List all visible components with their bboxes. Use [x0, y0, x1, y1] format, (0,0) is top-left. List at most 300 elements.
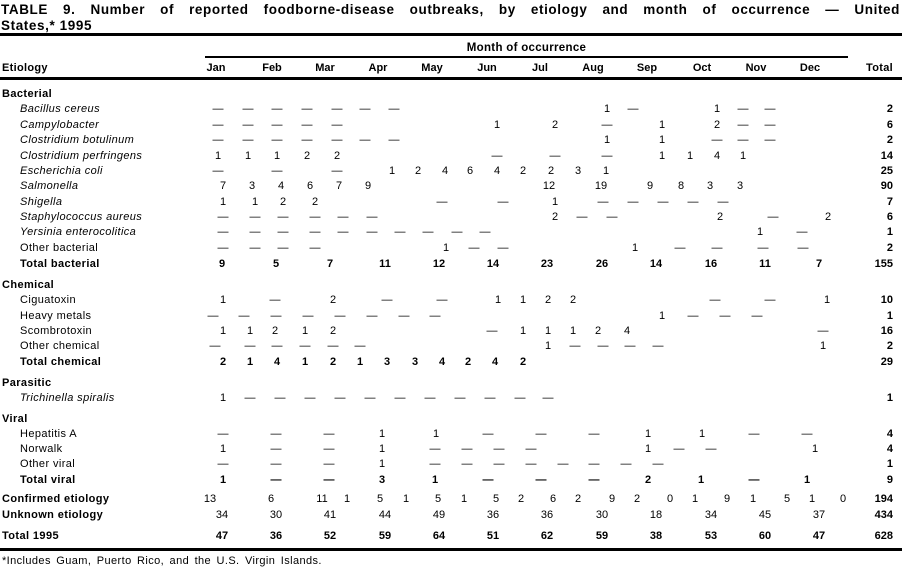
cell-value: 2: [551, 211, 559, 223]
cell-dash: —: [277, 242, 289, 254]
cell-dash: —: [359, 134, 371, 146]
row-total: 1: [886, 392, 893, 404]
cell-value: 9: [218, 258, 226, 270]
cell-dash: —: [323, 428, 335, 440]
cell-value: 1: [697, 474, 705, 486]
row-label: Shigella: [20, 196, 63, 208]
cell-value: 1: [602, 165, 610, 177]
cell-dash: —: [212, 134, 224, 146]
cell-value: 18: [649, 509, 663, 521]
cell-value: 2: [713, 119, 721, 131]
cell-value: 1: [301, 325, 309, 337]
cell-value: 1: [219, 196, 227, 208]
cell-dash: —: [687, 196, 699, 208]
cell-dash: —: [309, 211, 321, 223]
cell-dash: —: [673, 443, 685, 455]
cell-dash: —: [217, 428, 229, 440]
cell-dash: —: [748, 474, 760, 486]
cell-dash: —: [394, 392, 406, 404]
cell-value: 47: [215, 530, 229, 542]
cell-dash: —: [209, 340, 221, 352]
cell-dash: —: [249, 226, 261, 238]
column-header-may: May: [421, 62, 443, 74]
cell-value: 11: [316, 493, 328, 505]
cell-value: 9: [723, 493, 731, 505]
cell-value: 1: [551, 196, 559, 208]
cell-dash: —: [242, 103, 254, 115]
cell-dash: —: [244, 340, 256, 352]
column-header-apr: Apr: [368, 62, 388, 74]
cell-value: 1: [544, 325, 552, 337]
cell-value: 1: [219, 325, 227, 337]
table-row: [0, 119, 902, 134]
cell-dash: —: [751, 310, 763, 322]
cell-dash: —: [299, 340, 311, 352]
cell-dash: —: [588, 474, 600, 486]
cell-dash: —: [549, 150, 561, 162]
cell-dash: —: [271, 134, 283, 146]
cell-value: 1: [402, 493, 410, 505]
cell-value: 1: [603, 103, 611, 115]
cell-value: 2: [594, 325, 602, 337]
cell-dash: —: [514, 392, 526, 404]
row-total: 10: [880, 294, 893, 306]
cell-value: 5: [272, 258, 280, 270]
cell-dash: —: [429, 443, 441, 455]
month-group-header: Month of occurrence: [466, 42, 587, 54]
cell-dash: —: [381, 294, 393, 306]
cell-value: 5: [783, 493, 791, 505]
table-row: [0, 428, 902, 443]
cell-value: 7: [335, 180, 343, 192]
cell-value: 2: [311, 196, 319, 208]
table-row: [0, 392, 902, 407]
cell-value: 2: [544, 294, 552, 306]
cell-dash: —: [451, 226, 463, 238]
cell-value: 7: [815, 258, 823, 270]
table-row: [0, 211, 902, 226]
table-row: [0, 134, 902, 149]
cell-value: 1: [219, 392, 227, 404]
cell-value: 30: [269, 509, 283, 521]
row-label: Parasitic: [2, 377, 52, 389]
table-title-line1: TABLE 9. Number of reported foodborne-disease outbreaks, by etiology and month of occurrence — United: [1, 2, 900, 17]
cell-dash: —: [468, 242, 480, 254]
cell-dash: —: [270, 428, 282, 440]
column-header-total: Total: [866, 62, 893, 74]
row-label: Total viral: [20, 474, 76, 486]
cell-dash: —: [620, 458, 632, 470]
row-label: Hepatitis A: [20, 428, 77, 440]
cell-dash: —: [764, 119, 776, 131]
cell-value: 36: [486, 509, 500, 521]
cell-dash: —: [359, 103, 371, 115]
cell-dash: —: [454, 392, 466, 404]
cell-value: 2: [547, 165, 555, 177]
cell-dash: —: [304, 392, 316, 404]
cell-value: 2: [517, 493, 525, 505]
cell-value: 0: [666, 493, 674, 505]
cell-dash: —: [217, 242, 229, 254]
cell-dash: —: [461, 458, 473, 470]
table-row: [0, 458, 902, 473]
cell-value: 1: [519, 325, 527, 337]
row-label: Campylobacter: [20, 119, 100, 131]
cell-dash: —: [323, 458, 335, 470]
cell-value: 1: [378, 428, 386, 440]
cell-value: 3: [248, 180, 256, 192]
cell-value: 1: [214, 150, 222, 162]
cell-dash: —: [366, 226, 378, 238]
row-total: 7: [886, 196, 893, 208]
cell-value: 1: [811, 443, 819, 455]
column-header-oct: Oct: [692, 62, 712, 74]
cell-value: 1: [756, 226, 764, 238]
cell-dash: —: [270, 474, 282, 486]
cell-value: 3: [574, 165, 582, 177]
cell-value: 4: [438, 356, 446, 368]
cell-dash: —: [212, 165, 224, 177]
cell-dash: —: [394, 226, 406, 238]
row-label: Unknown etiology: [2, 509, 104, 521]
cell-value: 5: [376, 493, 384, 505]
cell-dash: —: [757, 242, 769, 254]
cell-dash: —: [277, 226, 289, 238]
cell-value: 2: [329, 356, 337, 368]
row-label: Bacterial: [2, 88, 53, 100]
cell-value: 1: [493, 119, 501, 131]
cell-value: 2: [219, 356, 227, 368]
row-total: 4: [886, 428, 893, 440]
cell-dash: —: [719, 310, 731, 322]
cell-dash: —: [331, 119, 343, 131]
table-row: [0, 150, 902, 165]
cell-dash: —: [674, 242, 686, 254]
cell-dash: —: [817, 325, 829, 337]
cell-value: 51: [486, 530, 500, 542]
cell-value: 6: [267, 493, 275, 505]
cell-dash: —: [737, 103, 749, 115]
row-total: 6: [886, 119, 893, 131]
cell-value: 1: [343, 493, 351, 505]
row-label: Other viral: [20, 458, 76, 470]
cell-dash: —: [748, 428, 760, 440]
cell-dash: —: [337, 226, 349, 238]
cell-value: 1: [823, 294, 831, 306]
cell-value: 1: [388, 165, 396, 177]
cell-dash: —: [270, 458, 282, 470]
row-total: 628: [874, 530, 893, 542]
cell-value: 47: [812, 530, 826, 542]
table-row: [0, 443, 902, 458]
cell-value: 2: [519, 165, 527, 177]
row-label: Staphylococcus aureus: [20, 211, 143, 223]
column-header-dec: Dec: [799, 62, 821, 74]
column-header-sep: Sep: [636, 62, 658, 74]
cell-value: 1: [698, 428, 706, 440]
cell-value: 34: [704, 509, 718, 521]
cell-dash: —: [557, 458, 569, 470]
cell-dash: —: [249, 242, 261, 254]
row-label: Norwalk: [20, 443, 63, 455]
cell-value: 6: [549, 493, 557, 505]
cell-value: 4: [277, 180, 285, 192]
cell-dash: —: [601, 119, 613, 131]
row-label: Total chemical: [20, 356, 102, 368]
row-total: 434: [874, 509, 893, 521]
row-label: Clostridium perfringens: [20, 150, 143, 162]
row-label: Trichinella spiralis: [20, 392, 115, 404]
cell-dash: —: [269, 294, 281, 306]
row-label: Ciguatoxin: [20, 294, 76, 306]
row-total: 90: [880, 180, 893, 192]
cell-value: 1: [442, 242, 450, 254]
cell-value: 1: [569, 325, 577, 337]
cell-value: 5: [434, 493, 442, 505]
cell-value: 7: [219, 180, 227, 192]
column-header-jul: Jul: [532, 62, 548, 74]
cell-value: 2: [464, 356, 472, 368]
cell-value: 36: [269, 530, 283, 542]
row-total: 1: [886, 458, 893, 470]
cell-value: 12: [432, 258, 446, 270]
cell-value: 6: [466, 165, 474, 177]
cell-dash: —: [242, 134, 254, 146]
column-header-aug: Aug: [582, 62, 604, 74]
cell-dash: —: [709, 294, 721, 306]
cell-value: 3: [706, 180, 714, 192]
cell-value: 16: [704, 258, 718, 270]
cell-dash: —: [388, 134, 400, 146]
column-header-jun: Jun: [477, 62, 497, 74]
cell-dash: —: [309, 242, 321, 254]
divider-above-footnote: [0, 548, 902, 551]
row-total: 29: [880, 356, 893, 368]
cell-value: 1: [658, 310, 666, 322]
cell-value: 49: [432, 509, 446, 521]
row-label: Bacillus cereus: [20, 103, 100, 115]
cell-value: 2: [414, 165, 422, 177]
cell-value: 23: [540, 258, 554, 270]
cell-value: 2: [329, 325, 337, 337]
table-title-line2: States,* 1995: [1, 18, 93, 33]
cell-value: 37: [812, 509, 826, 521]
cell-value: 1: [749, 493, 757, 505]
cell-dash: —: [801, 428, 813, 440]
cell-dash: —: [271, 103, 283, 115]
cell-dash: —: [542, 392, 554, 404]
section-header-row: [0, 377, 902, 392]
row-total: 2: [886, 103, 893, 115]
cell-dash: —: [388, 103, 400, 115]
cell-dash: —: [429, 310, 441, 322]
cell-dash: —: [705, 443, 717, 455]
cell-dash: —: [217, 211, 229, 223]
cell-dash: —: [652, 340, 664, 352]
cell-value: 45: [758, 509, 772, 521]
cell-value: 1: [378, 443, 386, 455]
row-label: Total bacterial: [20, 258, 100, 270]
cell-dash: —: [796, 226, 808, 238]
cell-dash: —: [331, 103, 343, 115]
cell-value: 6: [306, 180, 314, 192]
cell-value: 1: [219, 474, 227, 486]
row-label: Yersinia enterocolitica: [20, 226, 137, 238]
cell-value: 60: [758, 530, 772, 542]
row-label: Viral: [2, 413, 28, 425]
cell-value: 1: [244, 150, 252, 162]
row-label: Scombrotoxin: [20, 325, 93, 337]
cell-value: 11: [379, 258, 391, 270]
footnote: *Includes Guam, Puerto Rico, and the U.S. Virgin Islands.: [2, 555, 322, 567]
cell-dash: —: [493, 443, 505, 455]
cell-dash: —: [737, 134, 749, 146]
cell-value: 3: [378, 474, 386, 486]
table-row: [0, 356, 902, 371]
cell-dash: —: [624, 340, 636, 352]
cell-dash: —: [398, 310, 410, 322]
cell-value: 2: [644, 474, 652, 486]
cell-value: 14: [486, 258, 500, 270]
cell-value: 1: [432, 428, 440, 440]
table-row: [0, 165, 902, 180]
cell-value: 2: [716, 211, 724, 223]
cell-value: 4: [623, 325, 631, 337]
cell-value: 1: [713, 103, 721, 115]
cell-dash: —: [331, 134, 343, 146]
cell-value: 2: [279, 196, 287, 208]
cell-value: 1: [803, 474, 811, 486]
row-total: 1: [886, 226, 893, 238]
cell-dash: —: [764, 294, 776, 306]
cell-value: 2: [519, 356, 527, 368]
cell-dash: —: [207, 310, 219, 322]
cell-value: 4: [273, 356, 281, 368]
cell-value: 1: [246, 356, 254, 368]
cell-value: 13: [203, 493, 217, 505]
cell-dash: —: [366, 310, 378, 322]
cell-value: 9: [608, 493, 616, 505]
table-row: [0, 474, 902, 489]
table-row: [0, 258, 902, 273]
cell-value: 1: [431, 474, 439, 486]
cell-value: 9: [646, 180, 654, 192]
column-header-etiology: Etiology: [2, 62, 48, 74]
cell-value: 1: [519, 294, 527, 306]
cell-value: 59: [595, 530, 609, 542]
cell-value: 2: [574, 493, 582, 505]
cell-dash: —: [687, 310, 699, 322]
cell-dash: —: [479, 226, 491, 238]
cell-dash: —: [366, 211, 378, 223]
row-label: Heavy metals: [20, 310, 92, 322]
row-label: Escherichia coli: [20, 165, 103, 177]
cell-value: 3: [411, 356, 419, 368]
cell-dash: —: [627, 103, 639, 115]
cell-value: 36: [540, 509, 554, 521]
cell-value: 1: [494, 294, 502, 306]
cell-value: 1: [691, 493, 699, 505]
cell-dash: —: [535, 428, 547, 440]
cell-value: 11: [759, 258, 771, 270]
cell-value: 1: [631, 242, 639, 254]
row-total: 9: [886, 474, 893, 486]
cell-dash: —: [711, 134, 723, 146]
cell-dash: —: [482, 474, 494, 486]
cell-dash: —: [424, 392, 436, 404]
cell-value: 1: [658, 119, 666, 131]
cell-value: 1: [246, 325, 254, 337]
row-total: 2: [886, 134, 893, 146]
row-total: 194: [874, 493, 893, 505]
cell-value: 4: [493, 165, 501, 177]
cell-dash: —: [711, 242, 723, 254]
section-header-row: [0, 413, 902, 428]
row-label: Chemical: [2, 279, 55, 291]
cell-dash: —: [588, 458, 600, 470]
cell-dash: —: [737, 119, 749, 131]
table-row: [0, 509, 902, 524]
cell-dash: —: [764, 134, 776, 146]
cell-value: 62: [540, 530, 554, 542]
cell-value: 7: [326, 258, 334, 270]
cell-dash: —: [606, 211, 618, 223]
row-label: Confirmed etiology: [2, 493, 110, 505]
divider-under-month-group: [205, 56, 848, 58]
row-total: 2: [886, 242, 893, 254]
cell-dash: —: [422, 226, 434, 238]
cell-value: 3: [383, 356, 391, 368]
cell-value: 1: [356, 356, 364, 368]
cell-dash: —: [212, 119, 224, 131]
cell-value: 1: [460, 493, 468, 505]
row-label: Clostridium botulinum: [20, 134, 135, 146]
cell-dash: —: [249, 211, 261, 223]
cell-dash: —: [429, 458, 441, 470]
row-total: 4: [886, 443, 893, 455]
cell-value: 2: [303, 150, 311, 162]
cell-dash: —: [717, 196, 729, 208]
cell-dash: —: [436, 294, 448, 306]
row-total: 155: [874, 258, 893, 270]
cell-value: 2: [569, 294, 577, 306]
cell-value: 19: [594, 180, 608, 192]
cell-value: 64: [432, 530, 446, 542]
table-row: [0, 103, 902, 118]
cell-dash: —: [797, 242, 809, 254]
row-total: 14: [880, 150, 893, 162]
cell-dash: —: [244, 392, 256, 404]
cell-dash: —: [309, 226, 321, 238]
cell-value: 9: [364, 180, 372, 192]
cell-dash: —: [331, 165, 343, 177]
cell-dash: —: [436, 196, 448, 208]
cell-dash: —: [323, 443, 335, 455]
row-label: Other chemical: [20, 340, 100, 352]
cell-value: 1: [644, 443, 652, 455]
cell-value: 4: [713, 150, 721, 162]
cell-value: 2: [551, 119, 559, 131]
table-row: [0, 180, 902, 195]
row-total: 16: [880, 325, 893, 337]
cell-dash: —: [601, 150, 613, 162]
cell-value: 59: [378, 530, 392, 542]
cell-dash: —: [270, 443, 282, 455]
cell-value: 41: [323, 509, 337, 521]
cell-value: 1: [273, 150, 281, 162]
cell-value: 38: [649, 530, 663, 542]
cell-value: 26: [595, 258, 609, 270]
